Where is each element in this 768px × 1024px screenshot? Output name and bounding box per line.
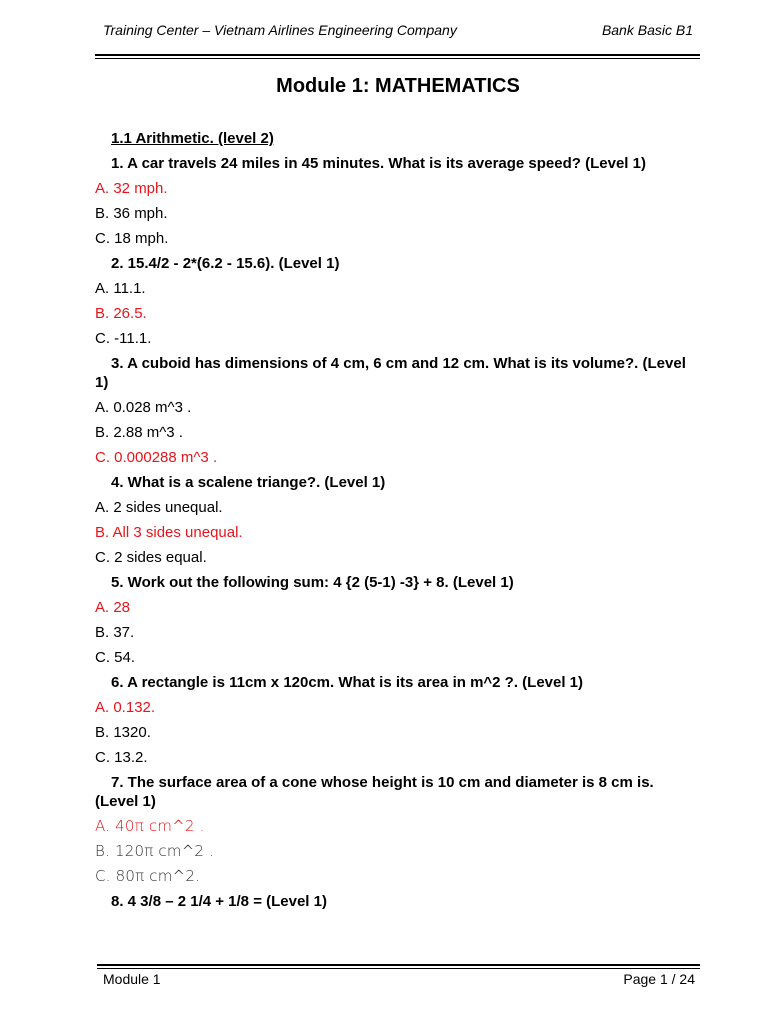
footer-page-number: Page 1 / 24 bbox=[623, 971, 695, 987]
header-organization: Training Center – Vietnam Airlines Engineering Company bbox=[103, 22, 457, 38]
question-6: 6. A rectangle is 11cm x 120cm. What is its area in m^2 ?. (Level 1) bbox=[111, 674, 584, 691]
q2-option-a: A. 11.1. bbox=[95, 280, 146, 297]
q4-option-c: C. 2 sides equal. bbox=[95, 549, 207, 566]
page-title: Module 1: MATHEMATICS bbox=[276, 75, 520, 97]
question-list bbox=[95, 129, 700, 917]
q6-option-a: A. 0.132. bbox=[95, 699, 156, 716]
q6-option-b: B. 1320. bbox=[95, 724, 151, 741]
q5-option-c: C. 54. bbox=[95, 649, 136, 666]
q7-option-a: A. 40π cm^2 . bbox=[95, 817, 205, 835]
q5-option-a: A. 28 bbox=[95, 599, 131, 616]
q7-option-c: C. 80π cm^2. bbox=[95, 867, 201, 885]
question-1: 1. A car travels 24 miles in 45 minutes. What is its average speed? (Level 1) bbox=[111, 155, 646, 172]
header-bank-name: Bank Basic B1 bbox=[601, 22, 693, 38]
footer-divider bbox=[97, 964, 700, 966]
question-4: 4. What is a scalene triange?. (Level 1) bbox=[111, 474, 386, 491]
q4-option-b: B. All 3 sides unequal. bbox=[95, 524, 243, 541]
question-2: 2. 15.4/2 - 2*(6.2 - 15.6). (Level 1) bbox=[111, 255, 340, 272]
q2-option-b: B. 26.5. bbox=[95, 305, 147, 322]
header-divider bbox=[95, 54, 700, 56]
question-3: 3. A cuboid has dimensions of 4 cm, 6 cm and 12 cm. What is its volume?. (Level 1) bbox=[95, 355, 686, 391]
question-7: 7. The surface area of a cone whose height is 10 cm and diameter is 8 cm is. (Level 1) bbox=[95, 774, 654, 810]
footer-divider-thin bbox=[97, 968, 700, 969]
q2-option-c: C. -11.1. bbox=[95, 330, 152, 347]
q7-option-b: B. 120π cm^2 . bbox=[95, 842, 215, 860]
q3-option-a: A. 0.028 m^3 . bbox=[95, 399, 192, 416]
q5-option-b: B. 37. bbox=[95, 624, 135, 641]
question-5: 5. Work out the following sum: 4 {2 (5-1) -3} + 8. (Level 1) bbox=[111, 574, 514, 591]
footer-module: Module 1 bbox=[103, 971, 161, 987]
q3-option-b: B. 2.88 m^3 . bbox=[95, 424, 183, 441]
section-heading: 1.1 Arithmetic. (level 2) bbox=[111, 130, 274, 147]
question-8: 8. 4 3/8 – 2 1/4 + 1/8 = (Level 1) bbox=[111, 893, 327, 910]
q6-option-c: C. 13.2. bbox=[95, 749, 148, 766]
q1-option-a: A. 32 mph. bbox=[95, 180, 168, 197]
page-header bbox=[103, 22, 693, 42]
header-divider-thin bbox=[95, 58, 700, 59]
q1-option-c: C. 18 mph. bbox=[95, 230, 169, 247]
q3-option-c: C. 0.000288 m^3 . bbox=[95, 449, 218, 466]
q4-option-a: A. 2 sides unequal. bbox=[95, 499, 223, 516]
q1-option-b: B. 36 mph. bbox=[95, 205, 168, 222]
